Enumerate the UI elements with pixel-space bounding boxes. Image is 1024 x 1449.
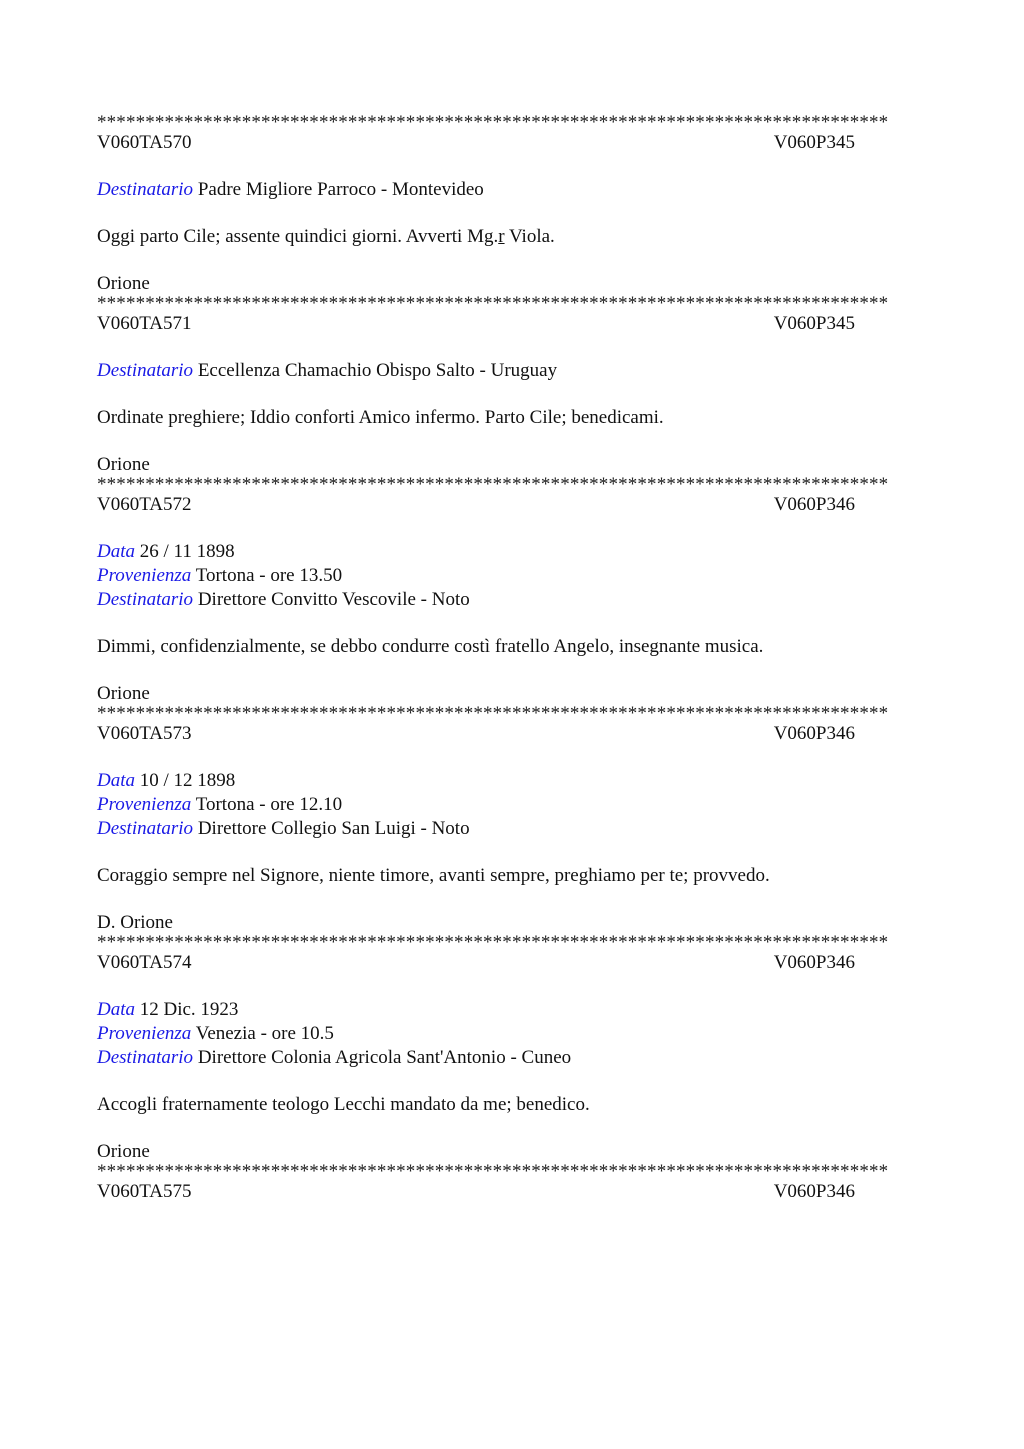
recipient-line [97,588,927,612]
origin-label: Provenienza [97,565,192,586]
date-value: 26 / 11 1898 [139,541,235,562]
signature: D. Orione [97,912,173,933]
page-ref: V060P345 [773,132,855,153]
recipient-label: Destinatario [97,179,194,200]
signature: Orione [97,273,150,294]
date-value: 10 / 12 1898 [139,770,236,791]
entry-id: V060TA575 [97,1181,192,1202]
separator-line: ********************************************************************************** [97,115,889,131]
origin-label: Provenienza [97,1023,192,1044]
recipient-line [97,359,927,383]
signature: Orione [97,683,150,704]
recipient-value: Padre Migliore Parroco - Montevideo [197,179,484,200]
date-label: Data [97,770,135,791]
origin-line [97,1022,927,1046]
entry-id: V060TA572 [97,494,192,515]
date-label: Data [97,999,135,1020]
document-page [97,115,927,1204]
page-ref: V060P346 [773,494,855,515]
page-ref: V060P346 [773,1181,855,1202]
entry-header [97,1180,855,1204]
entry-header [97,722,855,746]
entry-id: V060TA574 [97,952,192,973]
origin-line [97,564,927,588]
origin-label: Provenienza [97,794,192,815]
entry-id: V060TA570 [97,132,192,153]
recipient-value: Eccellenza Chamachio Obispo Salto - Uruguay [197,360,558,381]
message-text: Accogli fraternamente teologo Lecchi mandato da me; benedico. [97,1094,590,1115]
origin-value: Tortona - ore 12.10 [195,794,343,815]
entry-id: V060TA573 [97,723,192,744]
recipient-value: Direttore Collegio San Luigi - Noto [197,818,470,839]
entry-id: V060TA571 [97,313,192,334]
separator-line: ********************************************************************************** [97,296,889,312]
entry-header [97,951,855,975]
message-text: Coraggio sempre nel Signore, niente timore, avanti sempre, preghiamo per te; provvedo. [97,865,770,886]
date-label: Data [97,541,135,562]
entry-header [97,312,855,336]
recipient-label: Destinatario [97,589,194,610]
page-ref: V060P346 [773,723,855,744]
recipient-label: Destinatario [97,360,194,381]
recipient-value: Direttore Convitto Vescovile - Noto [197,589,470,610]
recipient-label: Destinatario [97,1047,194,1068]
separator-line: ********************************************************************************** [97,935,889,951]
entry-header [97,493,855,517]
signature: Orione [97,454,150,475]
recipient-line [97,178,927,202]
date-line [97,769,927,793]
signature: Orione [97,1141,150,1162]
page-ref: V060P345 [773,313,855,334]
recipient-line [97,817,927,841]
date-line [97,540,927,564]
message-text: Oggi parto Cile; assente quindici giorni. Avverti Mg.r Viola. [97,226,555,247]
entry-header [97,131,855,155]
date-value: 12 Dic. 1923 [139,999,239,1020]
separator-line: ********************************************************************************** [97,1164,889,1180]
origin-line [97,793,927,817]
separator-line: ********************************************************************************** [97,706,889,722]
date-line [97,998,927,1022]
separator-line: ********************************************************************************** [97,477,889,493]
recipient-label: Destinatario [97,818,194,839]
recipient-value: Direttore Colonia Agricola Sant'Antonio - Cuneo [197,1047,572,1068]
page-ref: V060P346 [773,952,855,973]
message-text: Dimmi, confidenzialmente, se debbo condurre costì fratello Angelo, insegnante musica. [97,636,764,657]
recipient-line [97,1046,927,1070]
origin-value: Venezia - ore 10.5 [195,1023,334,1044]
message-text: Ordinate preghiere; Iddio conforti Amico infermo. Parto Cile; benedicami. [97,407,664,428]
origin-value: Tortona - ore 13.50 [195,565,343,586]
